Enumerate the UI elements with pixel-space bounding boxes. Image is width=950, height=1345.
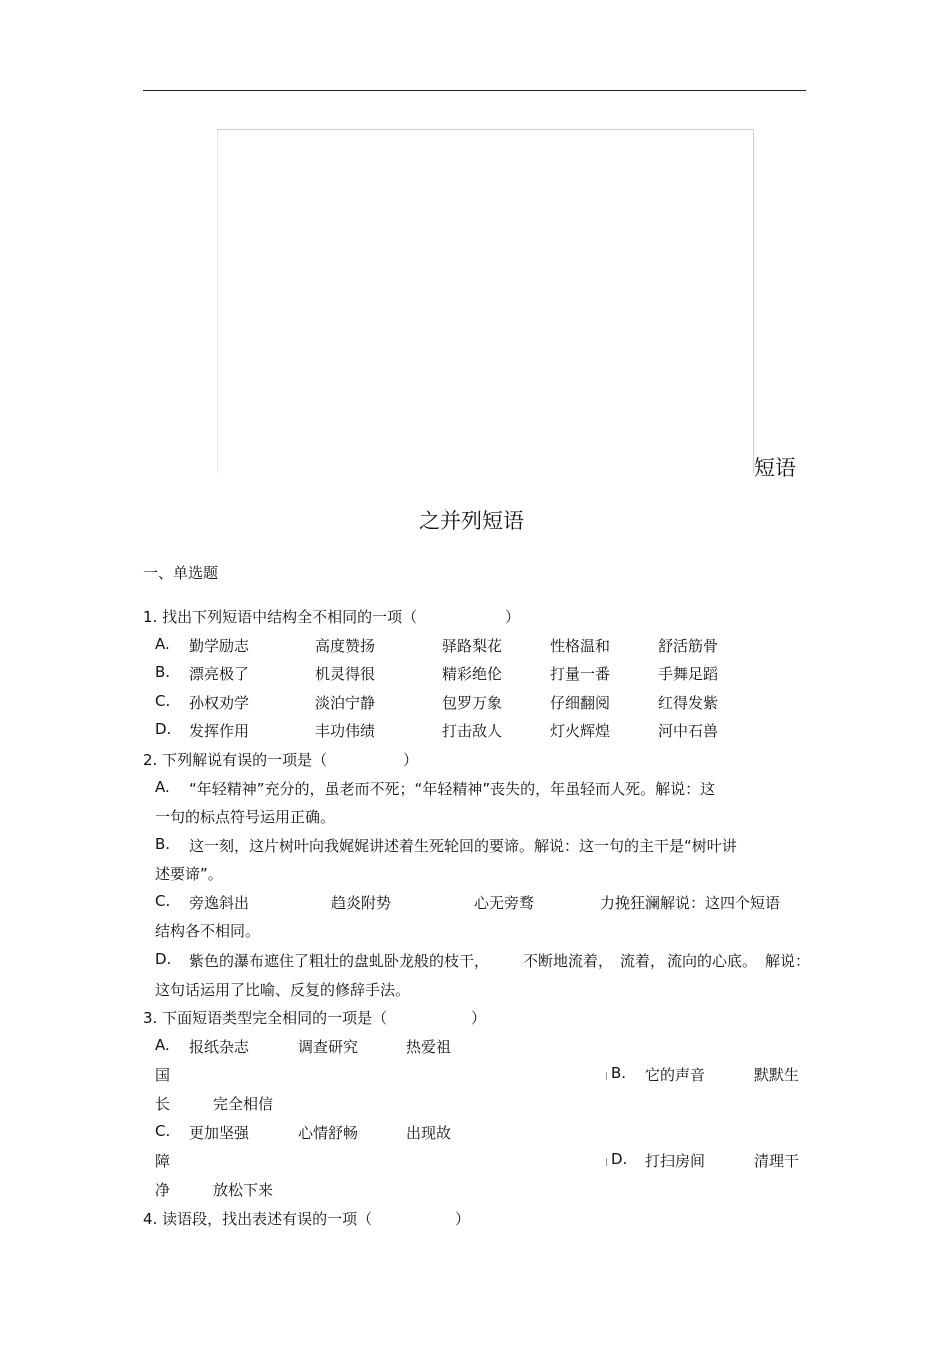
option-item: 打击敌人 <box>442 722 503 740</box>
q3-stem: 3. 下面短语类型完全相同的一项是（ <box>143 1009 388 1027</box>
option-letter: D. <box>155 720 172 738</box>
option-item: 仔细翻阅 <box>550 694 611 712</box>
option-item: 勤学励志 <box>189 637 250 655</box>
option-letter: D. <box>155 950 172 968</box>
option-item: 淡泊宁静 <box>315 694 376 712</box>
q1-close: ） <box>505 608 521 626</box>
option-letter: A. <box>155 1036 170 1054</box>
option-letter: B. <box>155 835 171 853</box>
title-line1: 短语 <box>754 456 796 480</box>
option-letter: B. <box>155 663 171 681</box>
q2-close: ） <box>403 751 419 769</box>
option-item: 国 <box>155 1066 171 1084</box>
option-letter: D. <box>611 1150 628 1168</box>
option-text: 一句的标点符号运用正确。 <box>155 808 336 826</box>
option-item: 漂亮极了 <box>189 665 250 683</box>
title-line2: 之并列短语 <box>419 509 524 533</box>
option-item: 趋炎附势 <box>331 894 392 912</box>
option-item: 舒活筋骨 <box>658 637 719 655</box>
option-letter: C. <box>155 1122 171 1140</box>
option-text: 这句话运用了比喻、反复的修辞手法。 <box>155 981 411 999</box>
option-item: 红得发紫 <box>658 694 719 712</box>
option-item: 净 <box>155 1181 171 1199</box>
header-rule <box>143 90 806 91</box>
option-item: 调查研究 <box>298 1038 359 1056</box>
option-item: 打扫房间 <box>645 1152 706 1170</box>
option-letter: C. <box>155 892 171 910</box>
option-item: 灯火辉煌 <box>550 722 611 740</box>
option-item: 完全相信 <box>213 1095 274 1113</box>
q4-close: ） <box>455 1210 471 1228</box>
option-text: 述要谛”。 <box>155 865 223 883</box>
divider-mark <box>606 1158 607 1166</box>
image-placeholder <box>217 129 754 473</box>
option-item: 更加坚强 <box>189 1124 250 1142</box>
option-item: 河中石兽 <box>658 722 719 740</box>
option-item: 长 <box>155 1095 171 1113</box>
section-heading: 一、单选题 <box>143 564 219 582</box>
option-letter: A. <box>155 778 170 796</box>
q1-stem: 1. 找出下列短语中结构全不相同的一项（ <box>143 608 418 626</box>
option-item: 报纸杂志 <box>189 1038 250 1056</box>
option-item: 旁逸斜出 <box>189 894 250 912</box>
option-item: 障 <box>155 1152 171 1170</box>
option-item: 力挽狂澜解说：这四个短语 <box>600 894 781 912</box>
option-item: 丰功伟绩 <box>315 722 376 740</box>
option-item: 热爱祖 <box>406 1038 452 1056</box>
option-item: 发挥作用 <box>189 722 250 740</box>
option-item: 精彩绝伦 <box>442 665 503 683</box>
q3-close: ） <box>471 1009 487 1027</box>
option-letter: B. <box>611 1064 627 1082</box>
option-item: 驿路梨花 <box>442 637 503 655</box>
option-text: 流着， <box>620 952 666 970</box>
option-item: 清理干 <box>754 1152 800 1170</box>
option-item: 孙权劝学 <box>189 694 250 712</box>
option-letter: A. <box>155 635 170 653</box>
option-text: 这一刻，这片树叶向我娓娓讲述着生死轮回的要谛。解说：这一句的主干是“树叶讲 <box>189 837 737 855</box>
option-item: 打量一番 <box>550 665 611 683</box>
option-item: 它的声音 <box>645 1066 706 1084</box>
option-item: 包罗万象 <box>442 694 503 712</box>
option-item: 放松下来 <box>213 1181 274 1199</box>
option-text: 流向的心底。 <box>667 952 758 970</box>
divider-mark <box>606 1072 607 1080</box>
option-item: 心情舒畅 <box>298 1124 359 1142</box>
option-text: 紫色的瀑布遮住了粗壮的盘虬卧龙般的枝干， <box>189 952 490 970</box>
option-item: 性格温和 <box>550 637 611 655</box>
option-item: 默默生 <box>754 1066 800 1084</box>
option-text: 解说： <box>765 952 811 970</box>
q2-stem: 2. 下列解说有误的一项是（ <box>143 751 328 769</box>
option-item: 心无旁骛 <box>474 894 535 912</box>
q4-stem: 4. 读语段，找出表述有误的一项（ <box>143 1210 373 1228</box>
option-item: 手舞足蹈 <box>658 665 719 683</box>
option-item: 高度赞扬 <box>315 637 376 655</box>
option-text: “年轻精神”充分的，虽老而不死；“年轻精神”丧失的，年虽轻而人死。解说：这 <box>189 780 716 798</box>
option-item: 出现故 <box>406 1124 452 1142</box>
option-item: 机灵得很 <box>315 665 376 683</box>
option-letter: C. <box>155 692 171 710</box>
option-text: 结构各不相同。 <box>155 922 261 940</box>
option-text: 不断地流着， <box>523 952 614 970</box>
